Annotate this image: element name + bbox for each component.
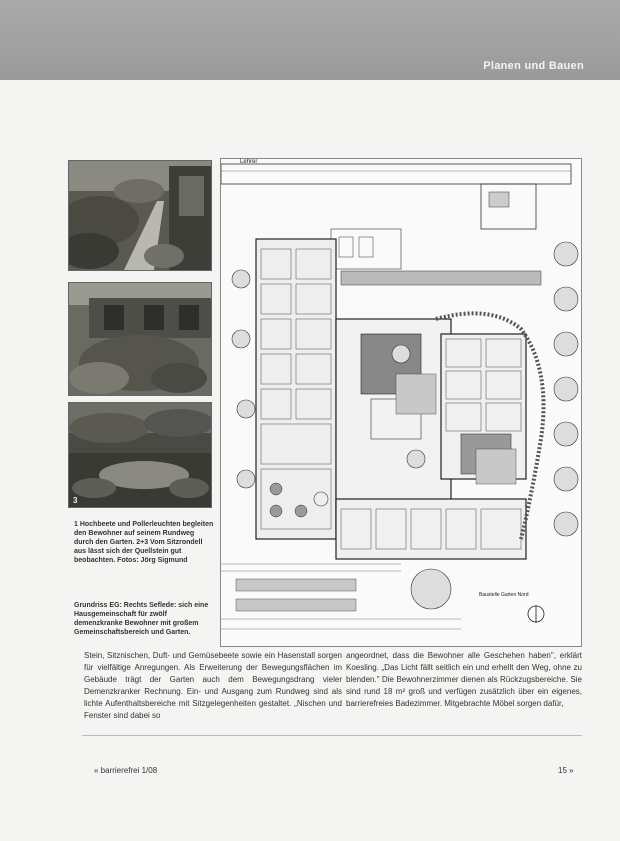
section-title: Planen und Bauen: [483, 60, 584, 72]
body-column-left: Stein, Sitznischen, Duft- und Gemüsebeete sowie ein Hasenstall sorgen für vielfältige Anregungen. Als Erweiterung der Bewegungsflächen im Gebäude trägt der Garten auch dem Bewegungsdrang vieler Demenzkranker Rechnung. Ein- und Ausgang zum Rundweg sind als lichte Aufenthaltsbereiche mit Sitzgelegenheiten gestaltet. „Nischen und Fenster sind dabei so: [84, 651, 342, 720]
photo-1: [68, 160, 212, 271]
plan-caption-text: Grundriss EG: Rechts Seflede: sich eine Hausgemeinschaft für zwölf demenzkranke Bewohner mit großem Gemeinschaftsbereich und Garten.: [74, 602, 209, 636]
footer-rule: [82, 735, 582, 736]
footer-left: « barrierefrei 1/08: [94, 766, 158, 775]
plan-caption: [74, 601, 214, 637]
body-column-right: angeordnet, dass die Bewohner alle Geschehen haben", erklärt Koesling. „Das Licht fällt seitlich ein und erhellt den Weg, ohne zu blenden." Die Bewohnerzimmer dienen als Rückzugsbereiche. Sie sind rund 18 m² groß und verfügen zusätzlich über ein eigenes, barrierefreies Badezimmer. Mitgebrachte Möbel sorgen dafür,: [346, 651, 582, 708]
plan-top-label: Lehrer: [240, 159, 258, 165]
photo-caption: [74, 520, 214, 565]
floor-plan: [220, 158, 582, 647]
page-number: 15 »: [558, 766, 574, 775]
photo-2: [68, 282, 212, 396]
photo-caption-text: 1 Hochbeete und Pollerleuchten begleiten den Bewohner auf seinem Rundweg durch den Garten. 2+3 Vom Sitzrondell aus lässt sich der Quellstein gut beobachten. Fotos: Jörg Sigmund: [74, 521, 214, 564]
photo-3: [68, 402, 212, 508]
plan-north-label: Baustelle Garten Nord: [479, 592, 529, 598]
photo-number: 3: [73, 496, 78, 505]
